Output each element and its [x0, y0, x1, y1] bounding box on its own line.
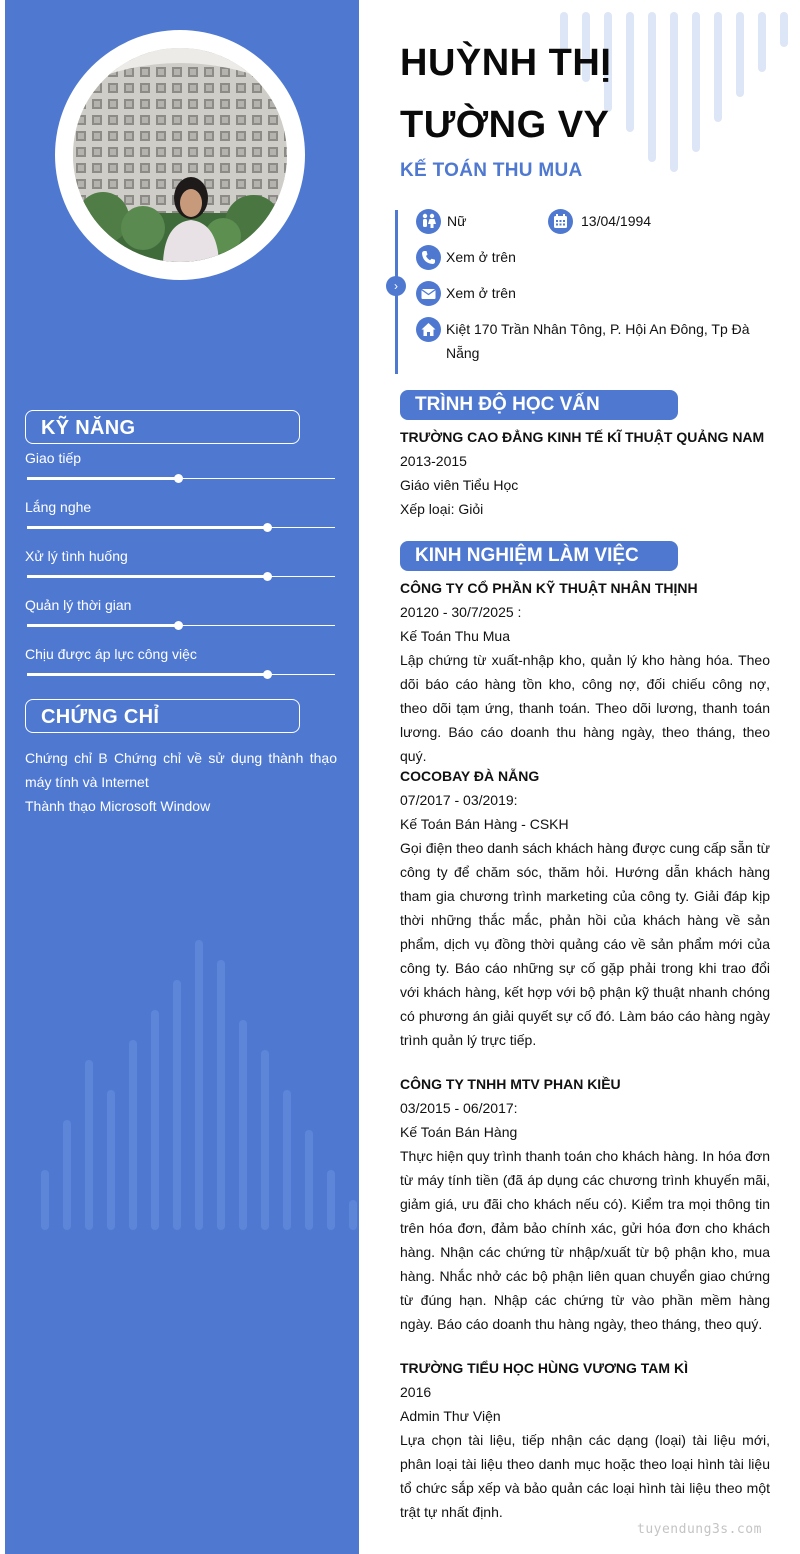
experience-role: Kế Toán Bán Hàng - CSKH — [400, 816, 569, 832]
experience-role: Kế Toán Thu Mua — [400, 628, 511, 644]
skill-level-bar — [27, 477, 178, 480]
calendar-icon — [548, 209, 573, 234]
certificates-title: CHỨNG CHỈ — [25, 699, 300, 733]
experience-description: Lựa chọn tài liệu, tiếp nhận các dạng (loại) tài liệu mới, phân loại tài liệu theo danh mục hoặc theo loại hình tài liệu tổ chức sắp xếp và bảo quản các loại hình tài liệu theo một trật tự nhất định. — [400, 1432, 770, 1520]
skill-item — [25, 646, 335, 695]
skill-label: Giao tiếp — [25, 450, 82, 466]
skill-level-bar — [27, 673, 267, 676]
education-major: Giáo viên Tiểu Học — [400, 477, 519, 493]
experience-entry — [400, 764, 770, 1052]
chevron-right-icon: › — [386, 276, 406, 296]
skills-title: KỸ NĂNG — [25, 410, 300, 444]
skill-item — [25, 450, 335, 499]
skill-label: Chịu được áp lực công việc — [25, 646, 197, 662]
school-name: TRƯỜNG CAO ĐẲNG KINH TẾ KĨ THUẬT QUẢNG NAM — [400, 429, 765, 445]
gender-icon — [416, 209, 441, 234]
experience-entry — [400, 1356, 770, 1524]
watermark-text: tuyendung3s.com — [637, 1522, 762, 1537]
skill-item — [25, 548, 335, 597]
skill-label: Quản lý thời gian — [25, 597, 132, 613]
skill-item — [25, 597, 335, 646]
candidate-name — [400, 32, 611, 156]
certificate-item: Chứng chỉ B Chứng chỉ về sử dụng thành thạo máy tính và Internet — [25, 750, 337, 790]
email-icon — [416, 281, 441, 306]
education-title: TRÌNH ĐỘ HỌC VẤN — [400, 390, 678, 420]
skill-level-knob — [263, 572, 272, 581]
certificate-item: Thành thạo Microsoft Window — [25, 798, 211, 814]
skill-level-knob — [174, 474, 183, 483]
avatar — [73, 48, 287, 262]
experience-role: Admin Thư Viện — [400, 1408, 501, 1424]
skill-level-knob — [263, 523, 272, 532]
company-name: CÔNG TY TNHH MTV PHAN KIỀU — [400, 1076, 621, 1092]
home-icon — [416, 317, 441, 342]
phone-value: Xem ở trên — [446, 249, 516, 265]
skill-label: Xử lý tình huống — [25, 548, 128, 564]
skill-level-bar — [27, 575, 267, 578]
skill-track — [27, 527, 335, 528]
email-value: Xem ở trên — [446, 285, 516, 301]
avatar-frame — [55, 30, 305, 280]
experience-period: 20120 - 30/7/2025 : — [400, 604, 522, 620]
phone-icon — [416, 245, 441, 270]
skill-track — [27, 478, 335, 479]
skill-track — [27, 576, 335, 577]
company-name: TRƯỜNG TIỂU HỌC HÙNG VƯƠNG TAM KÌ — [400, 1360, 688, 1376]
experience-role: Kế Toán Bán Hàng — [400, 1124, 518, 1140]
skill-item — [25, 499, 335, 548]
skill-track — [27, 625, 335, 626]
experience-description: Lập chứng từ xuất-nhập kho, quản lý kho hàng hóa. Theo dõi báo cáo hàng tồn kho, công nợ, đối chiếu công nợ, theo dõi tạm ứng, thanh toán. Theo dõi lương, thanh toán lương. Báo cáo doanh thu hàng ngày, theo tháng, theo quý. — [400, 652, 770, 764]
skill-level-knob — [174, 621, 183, 630]
gender-value: Nữ — [447, 213, 467, 229]
education-grade: Xếp loại: Giỏi — [400, 501, 484, 517]
skill-track — [27, 674, 335, 675]
education-entry — [400, 425, 770, 521]
experience-period: 03/2015 - 06/2017: — [400, 1100, 518, 1116]
experience-entry — [400, 1072, 770, 1336]
birthdate-value: 13/04/1994 — [581, 213, 652, 229]
skill-label: Lắng nghe — [25, 499, 92, 515]
skill-level-bar — [27, 526, 267, 529]
job-title: KẾ TOÁN THU MUA — [400, 160, 583, 181]
address-value: Kiệt 170 Trần Nhân Tông, P. Hội An Đông, Tp Đà Nẵng — [446, 321, 750, 361]
name-line-1: HUỲNH THỊ — [400, 42, 612, 84]
skill-level-knob — [263, 670, 272, 679]
experience-title: KINH NGHIỆM LÀM VIỆC — [400, 541, 678, 571]
experience-description: Thực hiện quy trình thanh toán cho khách hàng. In hóa đơn từ máy tính tiền (đã áp dụng các chương trình khuyến mãi, giảm giá, ưu đãi cho khách nếu có). Kiểm tra mọi thông tin trên hóa đơn, đảm bảo chính xác, gửi hóa đơn cho khách hàng. Nhận các chứng từ nhập/xuất từ bộ phận kho, mua hàng. Nhắc nhở các bộ phận liên quan chuyển giao chứng từ đúng hạn. Nhập các chứng từ vào phần mềm hàng ngày. Báo cáo doanh thu hàng ngày, theo tháng, theo quý. — [400, 1148, 770, 1332]
experience-entry — [400, 576, 770, 768]
company-name: COCOBAY ĐÀ NẴNG — [400, 768, 540, 784]
experience-period: 2016 — [400, 1384, 432, 1400]
sidebar — [5, 0, 359, 1554]
experience-period: 07/2017 - 03/2019: — [400, 792, 518, 808]
name-line-2: TƯỜNG VY — [400, 104, 610, 146]
experience-description: Gọi điện theo danh sách khách hàng được cung cấp sẵn từ công ty để chăm sóc, thăm hỏi. Hướng dẫn khách hàng tham gia chương trình marketing của công ty. Giải đáp kịp thời những thắc mắc, phản hồi của khách hàng về sản phẩm, dịch vụ đồng thời quảng cáo về sản phẩm mới của công ty. Báo cáo những sự cố gặp phải trong khi trao đổi với khách hàng, kết hợp với bộ phận kỹ thuật nhanh chóng có phương án giải quyết sự cố đó. Làm báo cáo hàng ngày trình quản lý trực tiếp. — [400, 840, 770, 1048]
certificates-text — [25, 746, 337, 818]
company-name: CÔNG TY CỔ PHẦN KỸ THUẬT NHÂN THỊNH — [400, 580, 698, 596]
education-period: 2013-2015 — [400, 453, 467, 469]
skill-level-bar — [27, 624, 178, 627]
